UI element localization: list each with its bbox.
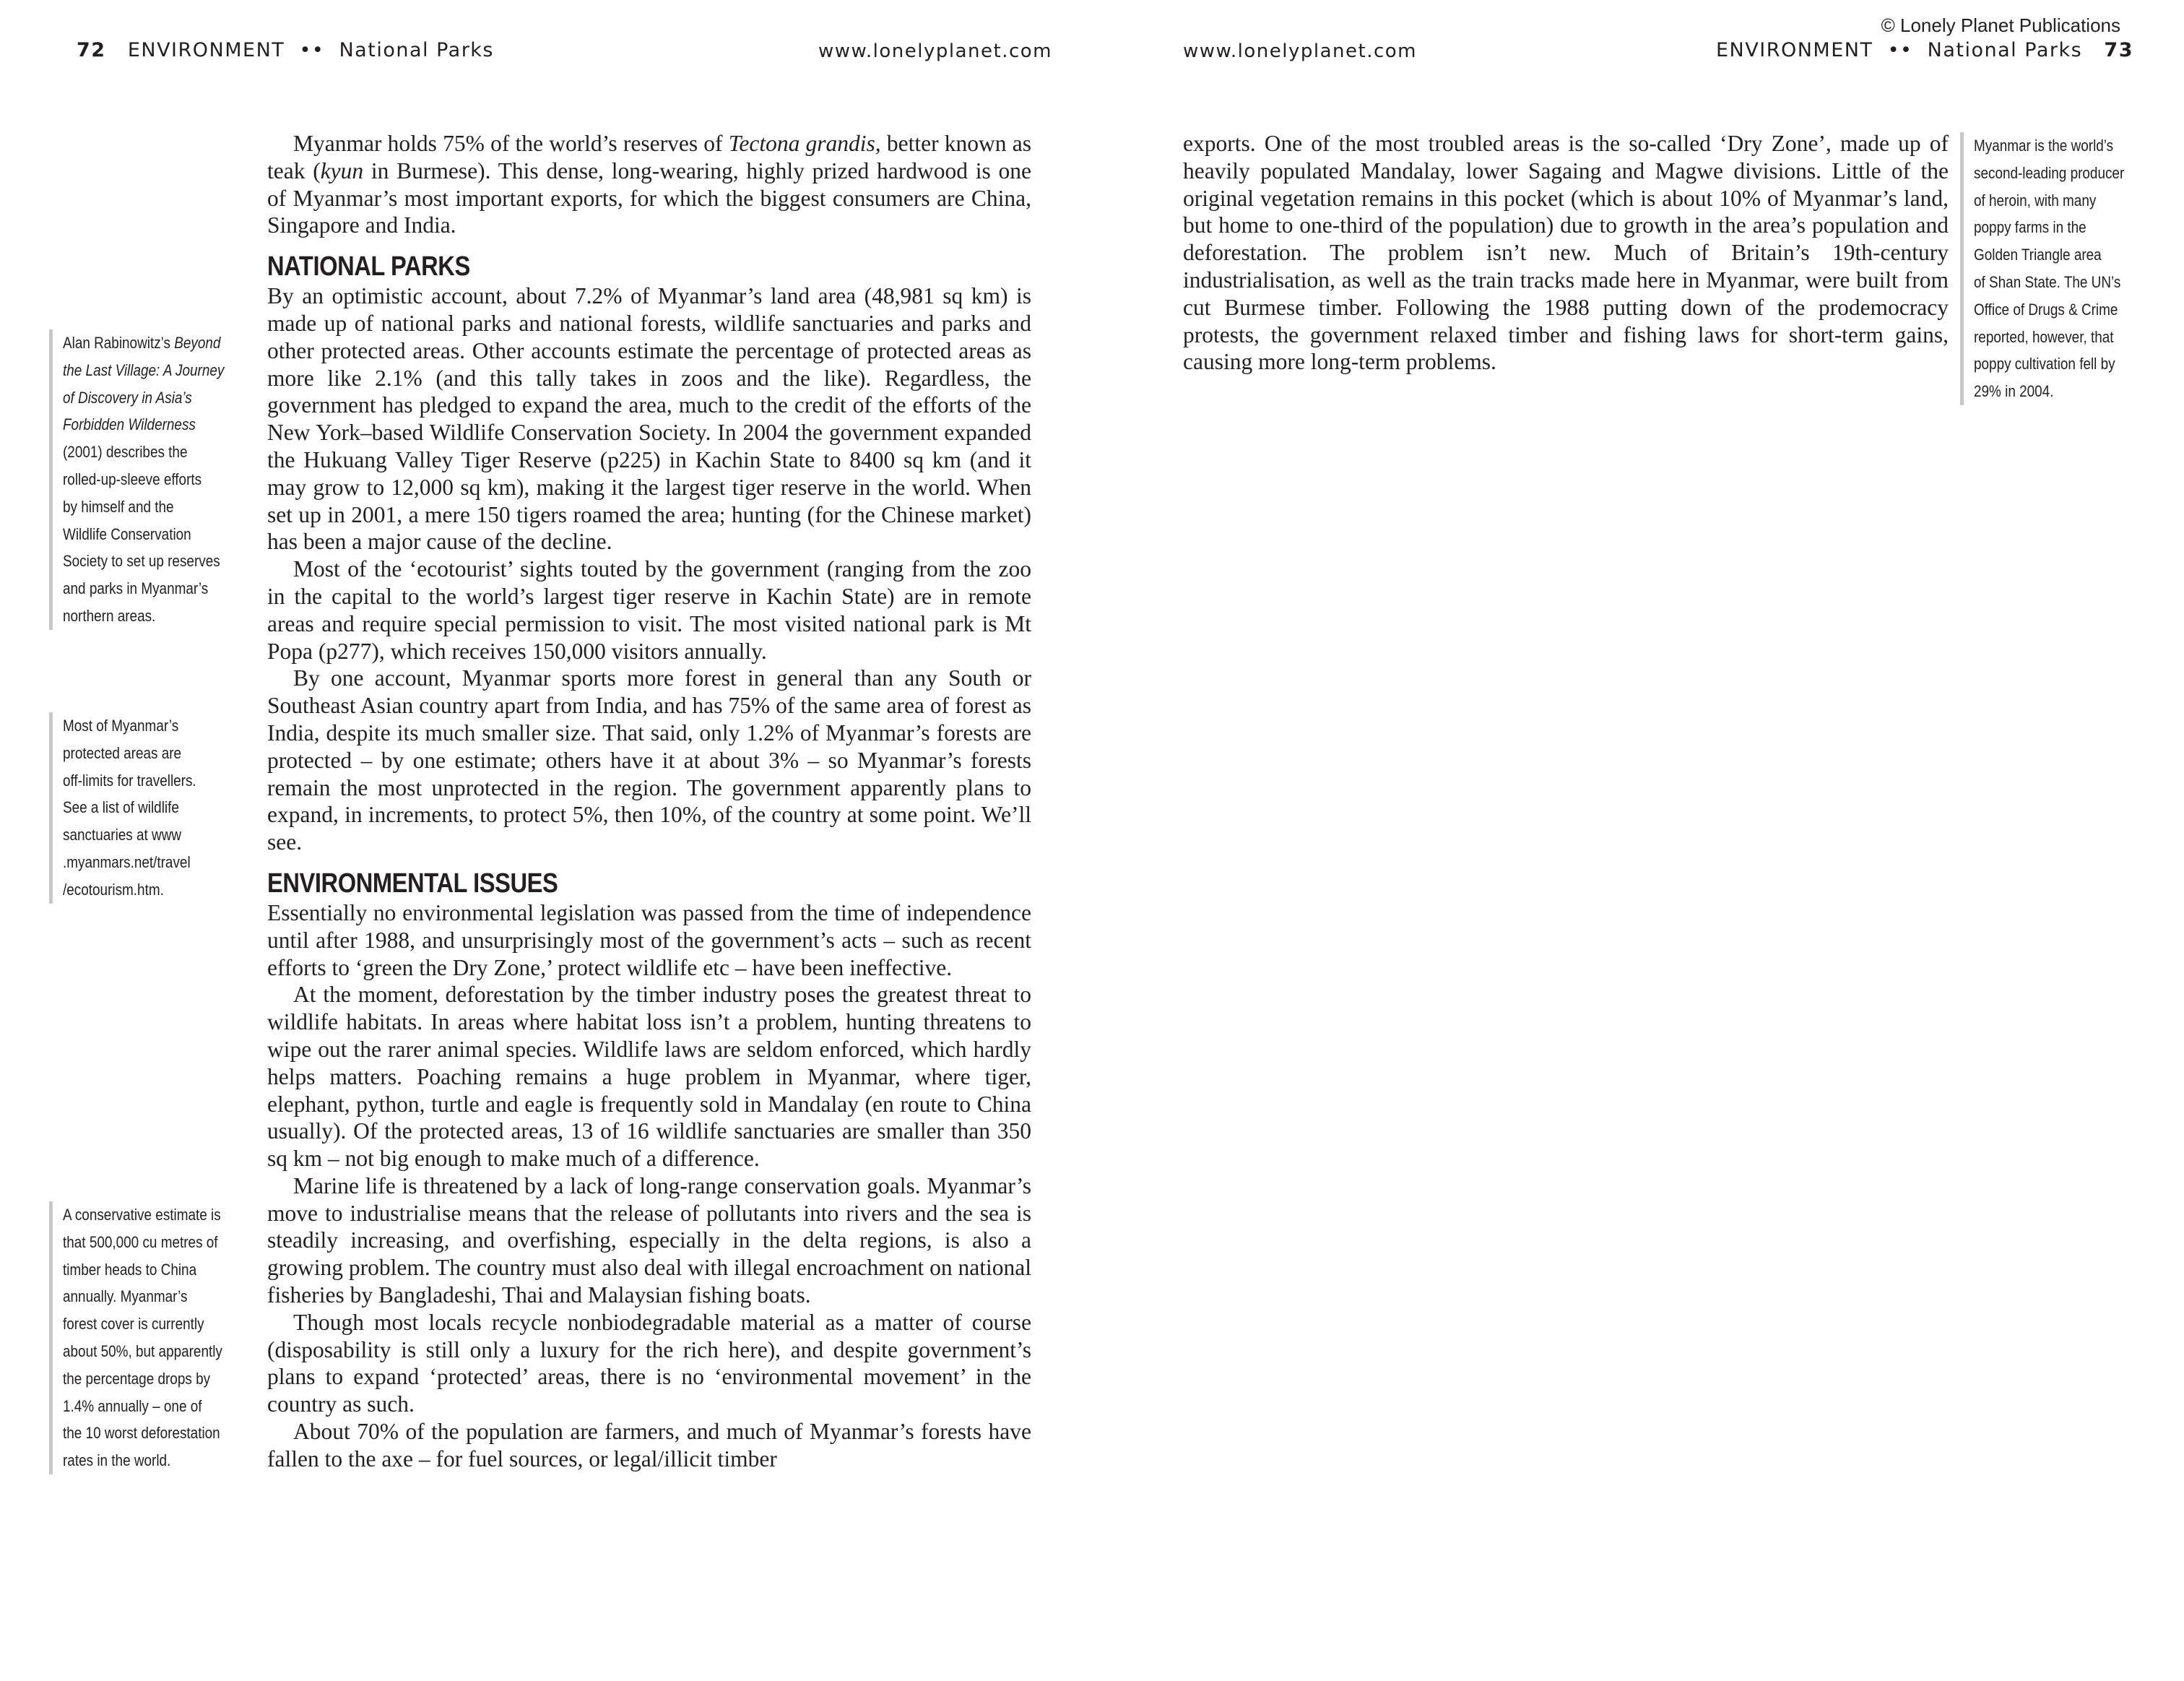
right-running-header [1716, 39, 2133, 61]
right-body-column [1183, 130, 1949, 376]
copyright-notice: © Lonely Planet Publications [1881, 14, 2120, 36]
heading-national-parks: NATIONAL PARKS [267, 251, 470, 282]
sidebar-timber-estimate: A conservative estimate is that 500,000 cu metres of timber heads to China annually. Myanmar’s forest cover is currently about 50%, but apparently the percentage drops by 1.4% annually – one of the 10 worst deforestation rates in the world. [49, 1201, 280, 1474]
right-header-section: ENVIRONMENT [1716, 39, 1873, 61]
body-paragraph: Essentially no environmental legislation was passed from the time of independence until after 1988, and unsurprisingly most of the government’s acts – such as recent efforts to ‘green the Dry Zone,’ protect wildlife etc – have been ineffective. [267, 899, 1031, 980]
left-page-number: 72 [77, 39, 106, 61]
left-header-url: www.lonelyplanet.com [818, 40, 1053, 62]
body-paragraph: Though most locals recycle nonbiodegradable material as a matter of course (disposability is still only a luxury for the rich here), and despite government’s plans to expand ‘protected’ areas, there is no ‘environmental movement’ in the country as such. [267, 1309, 1031, 1417]
right-header-url: www.lonelyplanet.com [1183, 40, 1418, 62]
body-paragraph-teak: Myanmar holds 75% of the world’s reserves of Tectona grandis, better known as teak (kyun in Burmese). This dense, long-wearing, highly prized hardwood is one of Myanmar’s most important exports, for which the biggest consumers are China, Singapore and India. [267, 131, 1031, 238]
body-paragraph: Marine life is threatened by a lack of long-range conservation goals. Myanmar’s move to industrialise means that the release of pollutants into rivers and the sea is steadily increasing, and overfishing, especially in the delta regions, is also a growing problem. The country must also deal with illegal encroachment on national fisheries by Bangladeshi, Thai and Malaysian fishing boats. [267, 1172, 1031, 1308]
body-paragraph: About 70% of the population are farmers, and much of Myanmar’s forests have fallen to the axe – for fuel sources, or legal/illicit timber [267, 1419, 1031, 1472]
left-header-section: ENVIRONMENT [127, 39, 285, 61]
left-header-separator: •• [299, 39, 325, 61]
body-paragraph: By one account, Myanmar sports more forest in general than any South or Southeast Asian country apart from India, and has 75% of the same area of forest as India, despite its much smaller size. That said, only 1.2% of Myanmar’s forests are protected – by one estimate; others have it at about 3% – so Myanmar’s forests remain the most unprotected in the region. The government apparently plans to expand, in increments, to protect 5%, then 10%, of the country at some point. We’ll see. [267, 665, 1031, 855]
sidebar-rabinowitz-book: Alan Rabinowitz’s Beyond the Last Village: A Journey of Discovery in Asia’s Forbidden Wilderness (2001) describes the rolled-up-sleeve efforts by himself and the Wildlife Conservation Society to set up reserves and parks in Myanmar’s northern areas. [49, 329, 280, 630]
body-paragraph: At the moment, deforestation by the timber industry poses the greatest threat to wildlife habitats. In areas where habitat loss isn’t a problem, hunting threatens to wipe out the rarer animal species. Wildlife laws are seldom enforced, which hardly helps matters. Poaching remains a huge problem in Myanmar, where tiger, elephant, python, turtle and eagle is frequently sold in Mandalay (en route to China usually). Of the protected areas, 13 of 16 wildlife sanctuaries are smaller than 350 sq km – not big enough to make much of a difference. [267, 982, 1031, 1172]
body-paragraph: Most of the ‘ecotourist’ sights touted by the government (ranging from the zoo in the capital to the world’s largest tiger reserve in Kachin State) are in remote areas and require special permission to visit. The most visited national park is Mt Popa (p277), which receives 150,000 visitors annually. [267, 556, 1031, 664]
right-header-subsection: National Parks [1927, 39, 2083, 61]
left-header-subsection: National Parks [339, 39, 494, 61]
left-body-column [267, 130, 1031, 1473]
sidebar-heroin-production: Myanmar is the world’s second-leading producer of heroin, with many poppy farms in the Golden Triangle area of Shan State. The UN’s Office of Drugs & Crime reported, however, that poppy cultivation fell by 29% in 2004. [1960, 132, 2183, 405]
sidebar-protected-areas: Most of Myanmar’s protected areas are off-limits for travellers. See a list of wildlife sanctuaries at www .myanmars.net/travel /ecotourism.htm. [49, 712, 280, 904]
right-header-separator: •• [1887, 39, 1913, 61]
right-page-number: 73 [2104, 39, 2133, 61]
body-paragraph-dry-zone: exports. One of the most troubled areas is the so-called ‘Dry Zone’, made up of heavily populated Mandalay, lower Sagaing and Magwe divisions. Little of the original vegetation remains in this pocket (which is about 10% of Myanmar’s land, but home to one-third of the population) due to growth in the area’s population and deforestation. The problem isn’t new. Much of Britain’s 19th-century industrialisation, as well as the train tracks made here in Myanmar, were built from cut Burmese timber. Following the 1988 putting down of the prodemocracy protests, the government relaxed timber and fishing laws for short-term gains, causing more long-term problems. [1183, 131, 1949, 375]
heading-environmental-issues: ENVIRONMENTAL ISSUES [267, 868, 558, 899]
body-paragraph: By an optimistic account, about 7.2% of Myanmar’s land area (48,981 sq km) is made up of national parks and national forests, wildlife sanctuaries and parks and other protected areas. Other accounts estimate the percentage of protected areas as more like 2.1% (and this tally takes in zoos and the like). Regardless, the government has pledged to expand the area, much to the credit of the efforts of the New York–based Wildlife Conservation Society. In 2004 the government expanded the Hukuang Valley Tiger Reserve (p225) in Kachin State to 8400 sq km (and it may grow to 12,000 sq km), making it the largest tiger reserve in the world. When set up in 2001, a mere 150 tigers roamed the area; hunting (for the Chinese market) has been a major cause of the decline. [267, 283, 1031, 555]
left-running-header [77, 39, 494, 61]
